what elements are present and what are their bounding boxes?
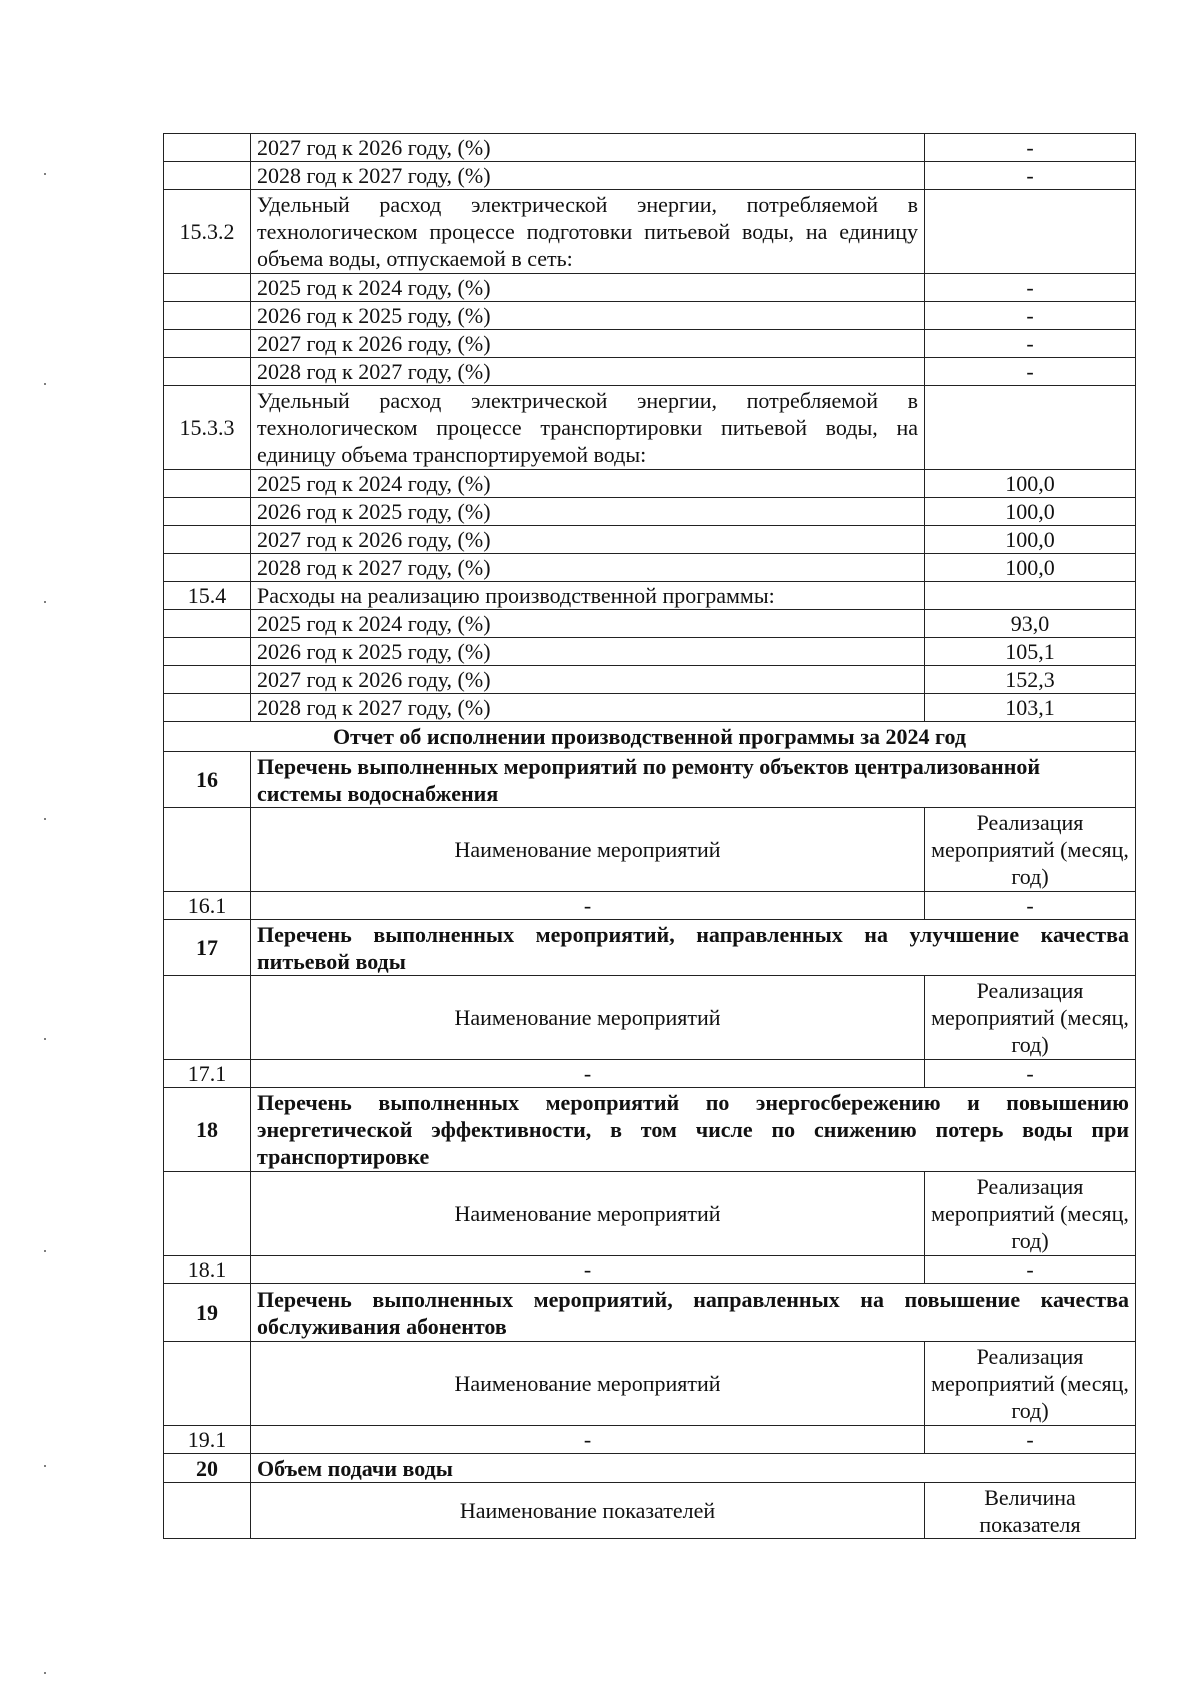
section-title-row	[164, 1284, 1136, 1342]
header-empty-cell	[164, 1342, 251, 1426]
section-number: 16	[164, 752, 251, 808]
table-row	[164, 638, 1136, 666]
item-value: -	[925, 1060, 1136, 1088]
row-text: 2027 год к 2026 году, (%)	[251, 666, 925, 694]
header-empty-cell	[164, 1483, 251, 1539]
row-text: 2027 год к 2026 году, (%)	[251, 330, 925, 358]
section-number: 19	[164, 1284, 251, 1342]
section-header-row	[164, 1342, 1136, 1426]
section-title: Перечень выполненных мероприятий по ремонту объектов централизованной системы водоснабжения	[251, 752, 1136, 808]
item-number: 18.1	[164, 1256, 251, 1284]
row-value: -	[925, 134, 1136, 162]
section-number: 17	[164, 920, 251, 976]
table-row	[164, 582, 1136, 610]
section-title: Объем подачи воды	[251, 1454, 1136, 1483]
header-name: Наименование показателей	[251, 1483, 925, 1539]
section-header-row	[164, 976, 1136, 1060]
row-value: 100,0	[925, 470, 1136, 498]
row-text: 2027 год к 2026 году, (%)	[251, 134, 925, 162]
row-number	[164, 274, 251, 302]
row-text: 2028 год к 2027 году, (%)	[251, 554, 925, 582]
item-value: -	[925, 1256, 1136, 1284]
table-row	[164, 302, 1136, 330]
table-row	[164, 498, 1136, 526]
program-table	[163, 133, 1136, 1539]
scan-speck	[44, 1038, 46, 1040]
row-text: Удельный расход электрической энергии, потребляемой в технологическом процессе подготовки питьевой воды, на единицу объема воды, отпускаемой в сеть:	[251, 190, 925, 274]
row-number	[164, 162, 251, 190]
section-header-row	[164, 1172, 1136, 1256]
report-title: Отчет об исполнении производственной программы за 2024 год	[164, 722, 1136, 752]
table-row	[164, 330, 1136, 358]
row-value: 105,1	[925, 638, 1136, 666]
row-number	[164, 666, 251, 694]
row-value: 100,0	[925, 554, 1136, 582]
row-number	[164, 610, 251, 638]
row-value: -	[925, 358, 1136, 386]
row-number	[164, 526, 251, 554]
row-text: 2025 год к 2024 году, (%)	[251, 470, 925, 498]
row-text: 2026 год к 2025 году, (%)	[251, 498, 925, 526]
row-text: 2025 год к 2024 году, (%)	[251, 610, 925, 638]
row-number: 15.3.3	[164, 386, 251, 470]
table-row	[164, 190, 1136, 274]
table-row	[164, 1256, 1136, 1284]
item-name: -	[251, 892, 925, 920]
row-number	[164, 694, 251, 722]
table-row	[164, 1426, 1136, 1454]
row-number	[164, 470, 251, 498]
row-value: 100,0	[925, 526, 1136, 554]
header-name: Наименование мероприятий	[251, 1172, 925, 1256]
table-row	[164, 1060, 1136, 1088]
header-empty-cell	[164, 976, 251, 1060]
scan-speck	[44, 1672, 46, 1674]
row-number	[164, 134, 251, 162]
row-value: 100,0	[925, 498, 1136, 526]
row-text: 2026 год к 2025 году, (%)	[251, 638, 925, 666]
row-text: Расходы на реализацию производственной программы:	[251, 582, 925, 610]
section-header-row	[164, 1483, 1136, 1539]
row-text: 2027 год к 2026 году, (%)	[251, 526, 925, 554]
scan-speck	[44, 818, 46, 820]
scan-speck	[44, 383, 46, 385]
table-row	[164, 358, 1136, 386]
table-row	[164, 892, 1136, 920]
table-row	[164, 386, 1136, 470]
row-value: -	[925, 274, 1136, 302]
row-value: -	[925, 330, 1136, 358]
row-value	[925, 190, 1136, 274]
item-number: 16.1	[164, 892, 251, 920]
row-value	[925, 582, 1136, 610]
section-title-row	[164, 920, 1136, 976]
section-title: Перечень выполненных мероприятий, направленных на улучшение качества питьевой воды	[251, 920, 1136, 976]
row-number: 15.3.2	[164, 190, 251, 274]
scan-speck	[44, 173, 46, 175]
row-value: 152,3	[925, 666, 1136, 694]
row-number: 15.4	[164, 582, 251, 610]
section-number: 18	[164, 1088, 251, 1172]
section-title-row	[164, 752, 1136, 808]
row-text: Удельный расход электрической энергии, потребляемой в технологическом процессе транспортировки питьевой воды, на единицу объема транспортируемой воды:	[251, 386, 925, 470]
table-row	[164, 694, 1136, 722]
table-row	[164, 526, 1136, 554]
item-name: -	[251, 1060, 925, 1088]
header-empty-cell	[164, 1172, 251, 1256]
header-empty-cell	[164, 808, 251, 892]
header-name: Наименование мероприятий	[251, 1342, 925, 1426]
item-name: -	[251, 1426, 925, 1454]
item-number: 19.1	[164, 1426, 251, 1454]
section-header-row	[164, 808, 1136, 892]
row-text: 2028 год к 2027 году, (%)	[251, 694, 925, 722]
section-title: Перечень выполненных мероприятий по энергосбережению и повышению энергетической эффективности, в том числе по снижению потерь воды при транспортировке	[251, 1088, 1136, 1172]
row-value: -	[925, 162, 1136, 190]
row-value: 93,0	[925, 610, 1136, 638]
scan-speck	[44, 1250, 46, 1252]
table-row	[164, 666, 1136, 694]
row-text: 2026 год к 2025 году, (%)	[251, 302, 925, 330]
table-row	[164, 470, 1136, 498]
scan-speck	[44, 601, 46, 603]
row-value: 103,1	[925, 694, 1136, 722]
row-number	[164, 358, 251, 386]
item-value: -	[925, 1426, 1136, 1454]
table-row	[164, 134, 1136, 162]
section-title-row	[164, 1454, 1136, 1483]
row-number	[164, 498, 251, 526]
row-text: 2025 год к 2024 году, (%)	[251, 274, 925, 302]
row-text: 2028 год к 2027 году, (%)	[251, 162, 925, 190]
scan-speck	[44, 1465, 46, 1467]
row-text: 2028 год к 2027 году, (%)	[251, 358, 925, 386]
table-row	[164, 610, 1136, 638]
header-name: Наименование мероприятий	[251, 808, 925, 892]
header-value: Реализация мероприятий (месяц, год)	[925, 808, 1136, 892]
section-title: Перечень выполненных мероприятий, направленных на повышение качества обслуживания абонентов	[251, 1284, 1136, 1342]
table-row	[164, 162, 1136, 190]
header-name: Наименование мероприятий	[251, 976, 925, 1060]
row-value	[925, 386, 1136, 470]
item-number: 17.1	[164, 1060, 251, 1088]
header-value: Реализация мероприятий (месяц, год)	[925, 1172, 1136, 1256]
header-value: Величина показателя	[925, 1483, 1136, 1539]
table-row	[164, 274, 1136, 302]
row-value: -	[925, 302, 1136, 330]
item-value: -	[925, 892, 1136, 920]
row-number	[164, 330, 251, 358]
header-value: Реализация мероприятий (месяц, год)	[925, 976, 1136, 1060]
section-title-row	[164, 1088, 1136, 1172]
item-name: -	[251, 1256, 925, 1284]
report-title-row	[164, 722, 1136, 752]
row-number	[164, 638, 251, 666]
row-number	[164, 554, 251, 582]
header-value: Реализация мероприятий (месяц, год)	[925, 1342, 1136, 1426]
section-number: 20	[164, 1454, 251, 1483]
table-row	[164, 554, 1136, 582]
row-number	[164, 302, 251, 330]
